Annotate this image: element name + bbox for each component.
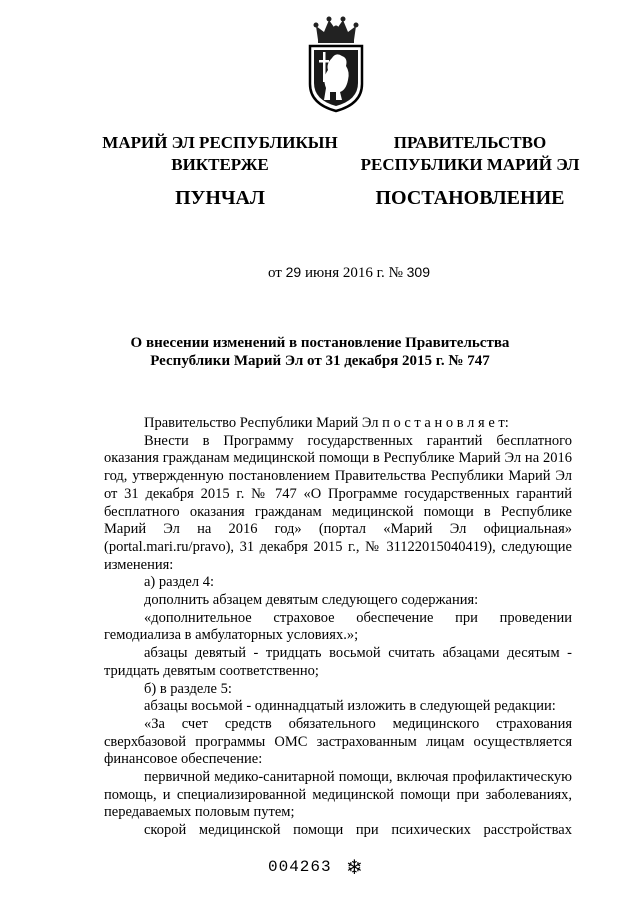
date-day: 29	[285, 264, 302, 280]
snowflake-mark-icon: ❄	[346, 857, 363, 879]
body-paragraph: а) раздел 4:	[144, 574, 214, 591]
title-line1: О внесении изменений в постановление Правительства	[130, 335, 510, 351]
body-paragraph: первичной медико-санитарной помощи, включая профилактическую помощь, и специализированной медицинской помощи при заболеваниях, передаваемых половым путем;	[104, 769, 572, 821]
title-line2: Республики Марий Эл от 31 декабря 2015 г. № 747	[150, 353, 490, 369]
header-right-line1: ПРАВИТЕЛЬСТВО	[393, 133, 547, 152]
body-paragraph: «За счет средств обязательного медицинского страхования сверхбазовой программы ОМС застрахованным лицам осуществляется финансовое обеспечение:	[104, 715, 572, 768]
body-paragraph: Внести в Программу государственных гарантий бесплатного оказания гражданам медицинской помощи в Республике Марий Эл на 2016 год, утвержденную постановлением Правительства Республики Марий Эл от 31 декабря 2015 г. № 747 «О Программе государственных гарантий бесплатного оказания гражданам медицинской помощи в Республике Марий Эл на 2016 год» (портал «Марий Эл официальная» (portal.mari.ru/pravo), 31 декабря 2015 г., № 31122015040419), следующие изменения:	[104, 432, 572, 573]
document-title	[100, 334, 540, 370]
body-paragraph: абзацы девятый - тридцать восьмой считать абзацами десятым - тридцать девятым соответственно;	[104, 645, 572, 679]
date-month-year: июня 2016 г.	[304, 265, 385, 281]
header-left-line2: ВИКТЕРЖЕ	[171, 155, 269, 174]
body-paragraph: Правительство Республики Марий Эл п о с т а н о в л я е т:	[144, 415, 509, 431]
date-prefix: от	[268, 265, 282, 281]
header-right-title: ПОСТАНОВЛЕНИЕ	[375, 187, 565, 209]
document-number: 309	[406, 264, 430, 280]
coat-of-arms-emblem	[296, 14, 376, 114]
header-right-block	[355, 132, 585, 211]
document-body	[104, 415, 572, 840]
header-right-line2: РЕСПУБЛИКИ МАРИЙ ЭЛ	[360, 155, 580, 174]
header-left-line1: МАРИЙ ЭЛ РЕСПУБЛИКЫН	[102, 133, 338, 152]
body-paragraph: б) в разделе 5:	[144, 680, 232, 697]
header-left-block	[85, 132, 355, 211]
body-paragraph: скорой медицинской помощи при психических расстройствах	[144, 822, 572, 839]
body-paragraph: абзацы восьмой - одиннадцатый изложить в следующей редакции:	[144, 698, 556, 715]
document-date-line	[268, 264, 430, 282]
form-serial-number: 004263	[268, 858, 332, 876]
date-number-sign: №	[388, 265, 403, 281]
body-paragraph: дополнить абзацем девятым следующего содержания:	[144, 592, 479, 609]
body-paragraph: «дополнительное страховое обеспечение при проведении гемодиализа в амбулаторных условиях.»;	[104, 609, 572, 644]
header-left-title: ПУНЧАЛ	[175, 187, 265, 209]
